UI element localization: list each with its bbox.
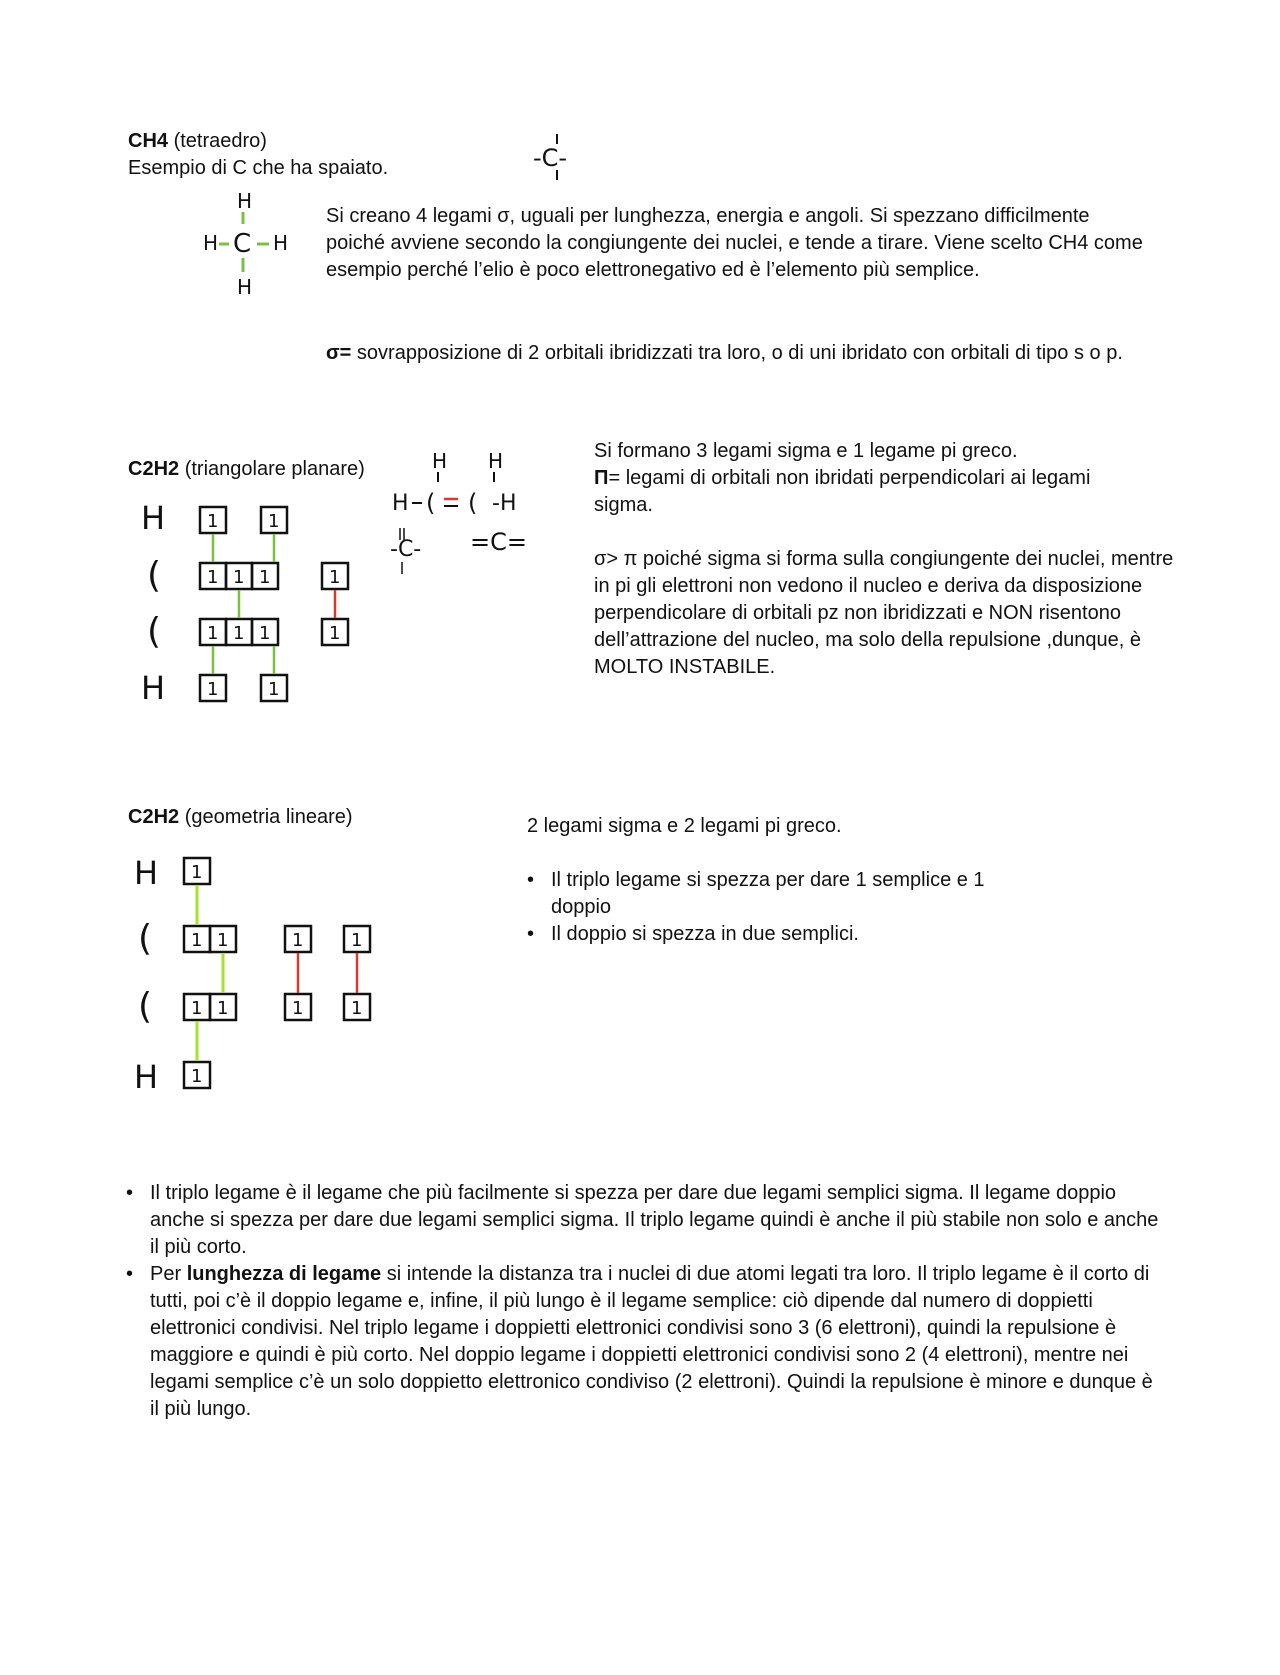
summary-b2-rest: si intende la distanza tra i nuclei di due atomi legati tra loro. Il triplo legame è il corto di tutti, poi c’è il doppio legame e, infine, il più lungo è il legame semplice: ciò dipende dal numero di doppietti elettronici condivisi. Nel triplo legame i doppietti elettronici condivisi sono 3 (6 elettroni), quindi la repulsione è maggiore e quindi è più corto. Nel doppio legame i doppietti elettronici condivisi sono 2 (4 elettroni), mentre nei legami semplice c’è un solo doppietto elettronico condiviso (2 elettroni). Quindi la repulsione è minore e dunque è il più lungo. <box>150 1263 1153 1420</box>
linear-bullets <box>527 867 1027 948</box>
linear-e-r1: 1 <box>191 862 203 883</box>
planar-struct-c-lower: -C- <box>390 537 422 562</box>
planar-e-r2a: 1 <box>207 567 219 588</box>
planar-e-r2d: 1 <box>329 567 341 588</box>
ch4-h-top: H <box>237 189 253 213</box>
c2h2-planar-title <box>128 456 365 483</box>
planar-struct-h1: H <box>432 449 448 473</box>
summary-b2-bold: lunghezza di legame <box>186 1263 382 1285</box>
planar-struct-h2: H <box>488 449 504 473</box>
linear-label-h2: H <box>134 1058 159 1096</box>
planar-e-r4b: 1 <box>268 679 280 700</box>
linear-e-r2b: 1 <box>217 930 229 951</box>
ch4-title-rest: (tetraedro) <box>168 130 267 152</box>
c2h2-planar-title-rest: (triangolare planare) <box>179 458 365 480</box>
c2h2-linear-title-bold: C2H2 <box>128 806 180 828</box>
ch4-h-right: H <box>273 231 289 255</box>
linear-line1: 2 legami sigma e 2 legami pi greco. <box>527 815 842 837</box>
linear-e-r3a: 1 <box>191 998 203 1019</box>
summary-bullet-1: • Il triplo legame è il legame che più facilmente si spezza per dare due legami semplici sigma. Il legame doppio anche si spezza per dare due legami semplici sigma. Il triplo legame quindi è anche il più stabile non solo e anche il più corto. <box>126 1180 1166 1261</box>
ch4-h-bottom: H <box>237 275 253 299</box>
linear-e-r3d: 1 <box>351 998 363 1019</box>
ch4-title <box>128 128 267 155</box>
carbon-bonds-text: -C- <box>533 144 568 172</box>
linear-bullet-2: • Il doppio si spezza in due semplici. <box>527 921 1027 948</box>
planar-struct-eq-c: =C= <box>470 528 527 556</box>
planar-e-r3d: 1 <box>329 623 341 644</box>
summary-bullets <box>126 1180 1166 1423</box>
linear-e-r2a: 1 <box>191 930 203 951</box>
planar-e-r3a: 1 <box>207 623 219 644</box>
planar-e-r1b: 1 <box>268 511 280 532</box>
planar-struct-c2: ( <box>468 489 478 517</box>
planar-label-c2: ( <box>147 611 162 652</box>
planar-struct-h-right: -H <box>492 491 517 516</box>
linear-label-c2: ( <box>138 986 153 1027</box>
sigma-bold: σ= <box>326 342 352 364</box>
ch4-structure <box>195 188 305 308</box>
summary-b2-pre: Per <box>150 1263 187 1285</box>
linear-label-c1: ( <box>138 918 153 959</box>
c2h2-linear-title-rest: (geometria lineare) <box>179 806 353 828</box>
linear-e-r2d: 1 <box>351 930 363 951</box>
carbon-bonds-sketch <box>525 128 595 188</box>
planar-e-r3c: 1 <box>259 623 271 644</box>
sigma-pi-comparison: σ> π poiché sigma si forma sulla congiungente dei nuclei, mentre in pi gli elettroni non vedono il nucleo e deriva da disposizione perpendicolare di orbitali pz non ibridizzati e NON risentono dell’attrazione del nucleo, ma solo della repulsione ,dunque, è MOLTO INSTABILE. <box>594 548 1174 678</box>
planar-e-r4a: 1 <box>207 679 219 700</box>
pi-bold: Π <box>594 467 609 489</box>
linear-orbital-diagram <box>130 848 390 1098</box>
planar-label-c1: ( <box>147 555 162 596</box>
planar-structure <box>388 448 558 618</box>
ch4-subtitle: Esempio di C che ha spaiato. <box>128 157 389 179</box>
planar-e-r2b: 1 <box>233 567 245 588</box>
linear-e-r2c: 1 <box>292 930 304 951</box>
planar-e-r1a: 1 <box>207 511 219 532</box>
pi-def-text: = legami di orbitali non ibridati perpendicolari ai legami sigma. <box>594 467 1091 516</box>
ch4-c: C <box>233 229 252 259</box>
linear-label-h1: H <box>134 854 159 892</box>
ch4-paragraph: Si creano 4 legami σ, uguali per lunghezza, energia e angoli. Si spezzano difficilmente poiché avviene secondo la congiungente dei nuclei, e tende a tirare. Viene scelto CH4 come esempio perché l’elio è poco elettronegativo ed è l’elemento più semplice. <box>326 205 1143 281</box>
planar-e-r2c: 1 <box>259 567 271 588</box>
ch4-title-bold: CH4 <box>128 130 169 152</box>
planar-label-h1: H <box>141 499 166 537</box>
linear-e-r3c: 1 <box>292 998 304 1019</box>
linear-bullet-1: • Il triplo legame si spezza per dare 1 semplice e 1 doppio <box>527 867 1027 921</box>
planar-e-r3b: 1 <box>233 623 245 644</box>
ch4-h-left: H <box>203 231 219 255</box>
sigma-definition <box>326 340 1146 367</box>
planar-orbital-diagram <box>135 495 375 715</box>
planar-struct-c1: ( <box>426 489 436 517</box>
pi-definition <box>594 465 1114 519</box>
linear-e-r3b: 1 <box>217 998 229 1019</box>
sigma-def-text: sovrapposizione di 2 orbitali ibridizzati tra loro, o di uni ibridato con orbitali di tipo s o p. <box>351 342 1123 364</box>
linear-e-r4: 1 <box>191 1066 203 1087</box>
planar-line1: Si formano 3 legami sigma e 1 legame pi greco. <box>594 440 1018 462</box>
planar-label-h2: H <box>141 669 166 707</box>
c2h2-planar-title-bold: C2H2 <box>128 458 180 480</box>
c2h2-linear-title <box>128 804 353 831</box>
summary-bullet-2 <box>126 1261 1166 1423</box>
planar-struct-h-left: H <box>392 491 409 516</box>
